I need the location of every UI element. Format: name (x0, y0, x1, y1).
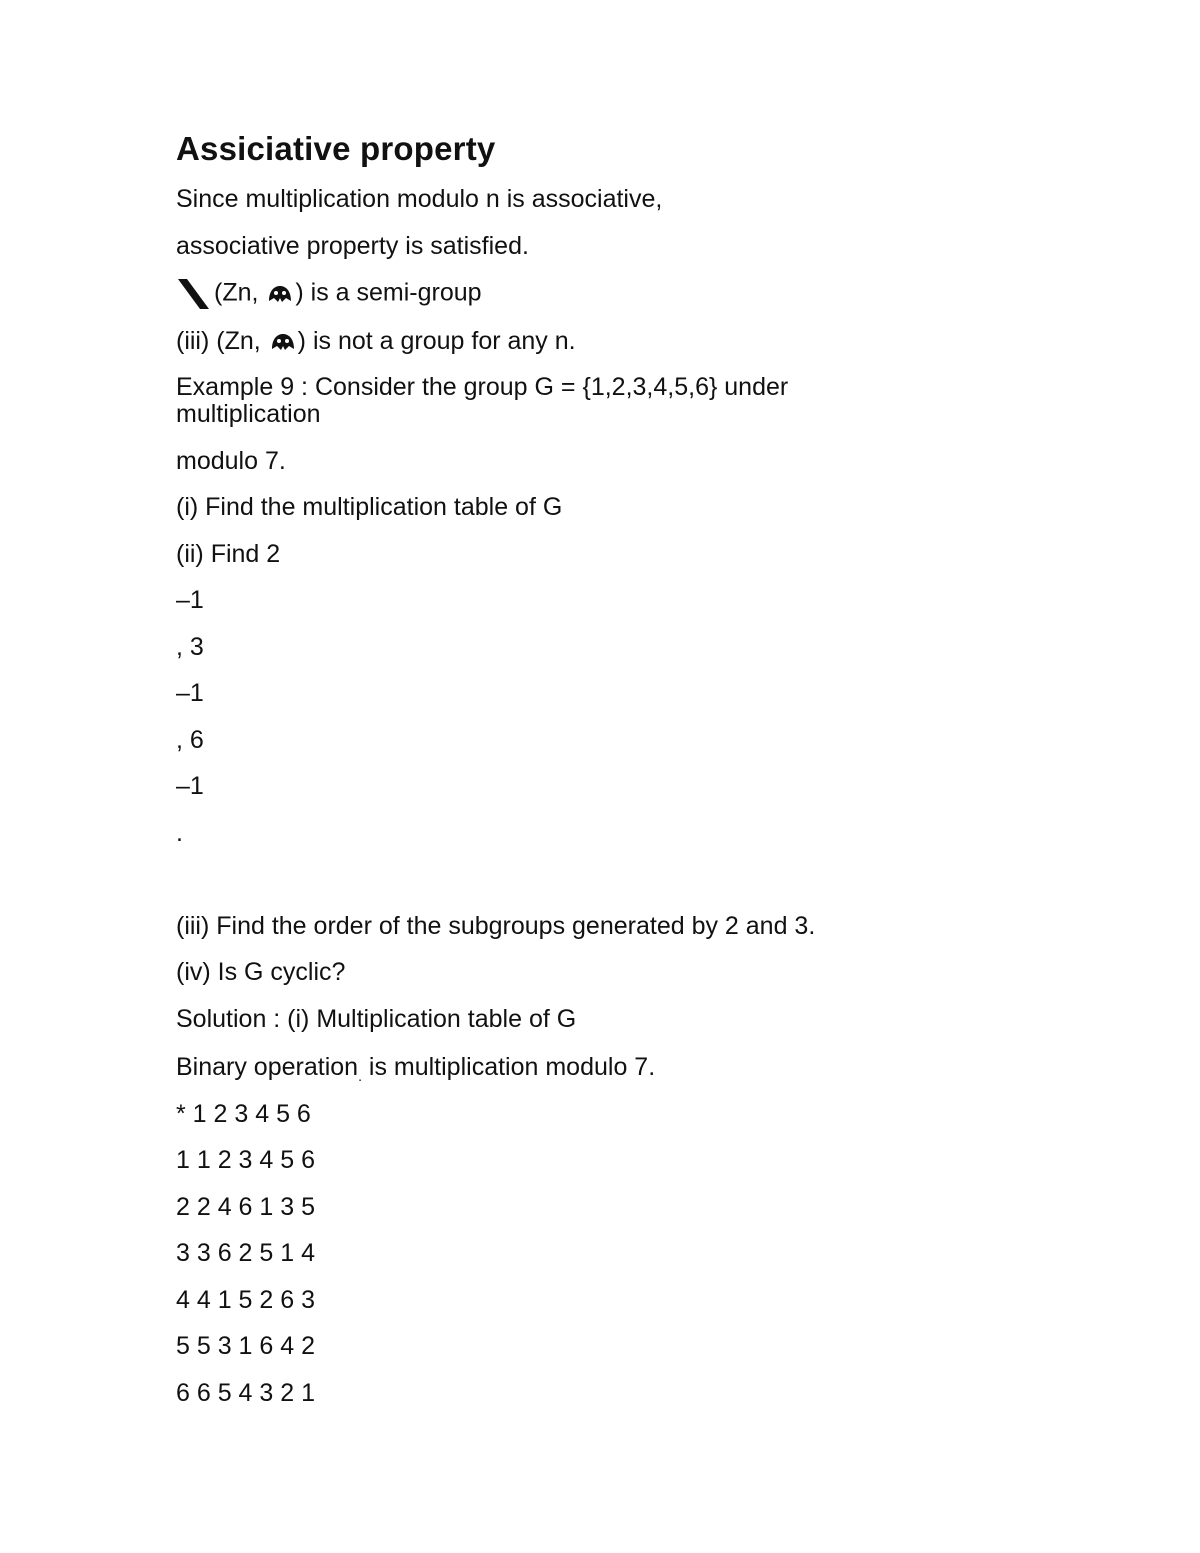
text-line-11: –1 (176, 679, 204, 707)
table-row: 2 2 4 6 1 3 5 (176, 1193, 316, 1221)
table-row: 1 1 2 3 4 5 6 (176, 1146, 316, 1174)
text-line-12: , 6 (176, 726, 204, 754)
text-line-16: (iv) Is G cyclic? (176, 958, 346, 986)
text-line-4-start: (iii) (Zn, (176, 327, 261, 355)
text-line-2: associative property is satisfied. (176, 232, 529, 260)
operator-glyph-icon (266, 283, 294, 305)
slash-glyph-icon (176, 279, 210, 309)
table-row: 4 4 1 5 2 6 3 (176, 1286, 316, 1314)
text-line-1: Since multiplication modulo n is associative, (176, 185, 663, 213)
text-line-15: (iii) Find the order of the subgroups generated by 2 and 3. (176, 912, 816, 940)
text-line-18-mark: . (358, 1068, 362, 1084)
text-line-9: –1 (176, 586, 204, 614)
table-row: 5 5 3 1 6 4 2 (176, 1332, 316, 1360)
text-line-17: Solution : (i) Multiplication table of G (176, 1005, 577, 1033)
text-line-4 (176, 328, 576, 355)
text-line-3 (176, 279, 482, 309)
operator-glyph-icon (269, 331, 297, 353)
text-line-3-start: (Zn, (214, 278, 259, 307)
text-line-4-end: ) is not a group for any n. (297, 327, 576, 355)
text-line-8: (ii) Find 2 (176, 540, 281, 568)
table-row: * 1 2 3 4 5 6 (176, 1100, 311, 1128)
page-heading: Assiciative property (176, 130, 496, 167)
text-line-18 (176, 1054, 655, 1090)
table-row: 3 3 6 2 5 1 4 (176, 1239, 316, 1267)
text-line-7: (i) Find the multiplication table of G (176, 493, 563, 521)
example-line: Example 9 : Consider the group G = {1,2,3,4,5,6} under multiplication (176, 373, 789, 428)
table-row: 6 6 5 4 3 2 1 (176, 1379, 316, 1407)
text-line-13: –1 (176, 772, 204, 800)
text-line-6: modulo 7. (176, 447, 286, 475)
text-line-10: , 3 (176, 633, 204, 661)
text-line-3-end: ) is a semi-group (295, 278, 482, 307)
text-line-18-end: is multiplication modulo 7. (361, 1053, 656, 1081)
text-line-18-start: Binary operation (176, 1053, 359, 1081)
text-line-14: . (176, 819, 183, 847)
